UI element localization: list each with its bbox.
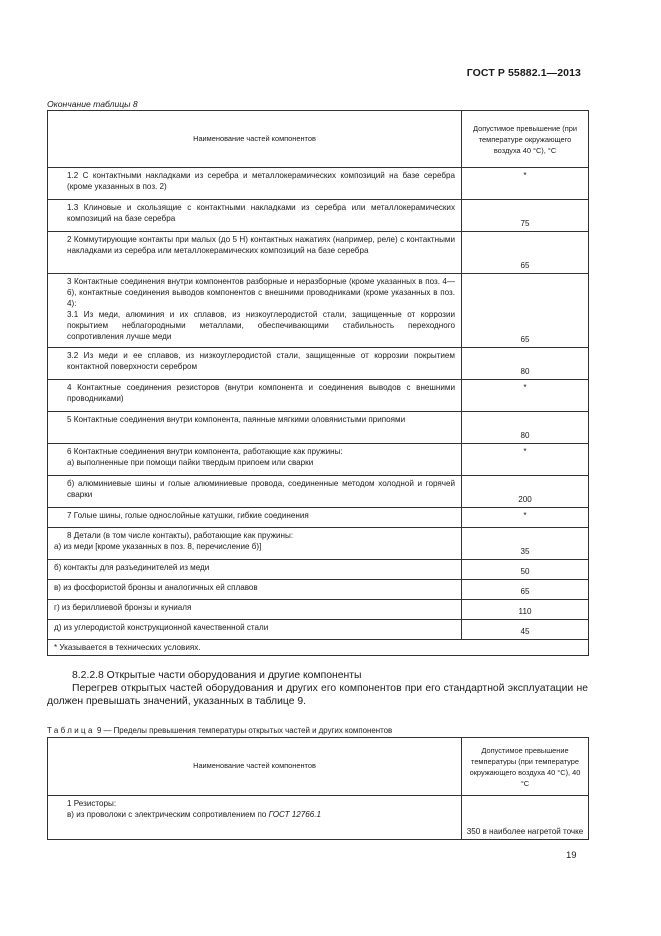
row-name: д) из углеродистой конструкционной качественной стали <box>48 620 462 640</box>
table-row <box>48 560 589 580</box>
row-name: 4 Контактные соединения резисторов (внутри компонента и соединения выводов с внешними проводниками) <box>48 380 462 412</box>
row-name: г) из бериллиевой бронзы и куниаля <box>48 600 462 620</box>
table8-footnote: * Указывается в технических условиях. <box>48 640 589 656</box>
row-value: 75 <box>462 200 589 232</box>
table9-caption <box>47 726 392 735</box>
table-row <box>48 168 589 200</box>
row-name: 1 Резисторы: в) из проволоки с электрическим сопротивлением по ГОСТ 12766.1 <box>48 796 462 840</box>
row-name: б) алюминиевые шины и голые алюминиевые провода, соединенные методом холодной и горячей сварки <box>48 476 462 508</box>
row-value: * <box>462 444 589 476</box>
table9-col1-header: Наименование частей компонентов <box>48 738 462 796</box>
table-row <box>48 620 589 640</box>
table-row <box>48 508 589 528</box>
table-row <box>48 476 589 508</box>
row-name: 1.3 Клиновые и скользящие с контактными накладками из серебра или металлокерамических композиций на базе серебра <box>48 200 462 232</box>
table9-caption-text: 9 — Пределы превышения температуры открытых частей и других компонентов <box>96 726 393 735</box>
row-name: 1.2 С контактными накладками из серебра и металлокерамических композиций на базе серебра (кроме указанных в поз. 2) <box>48 168 462 200</box>
table9-header-row <box>48 738 589 796</box>
table-row <box>48 600 589 620</box>
table9-col2-header: Допустимое превышение температуры (при температуре окружающего воздуха 40 °С), 40 °С <box>462 738 589 796</box>
table8-footnote-row <box>48 640 589 656</box>
table-row <box>48 444 589 476</box>
row-name: 3 Контактные соединения внутри компонентов разборные и неразборные (кроме указанных в поз. 4—6), контактные соединения выводов компонентов с внешними проводниками (кроме указанных в поз. 4): 3.1 Из меди, алюминия и их сплавов, из низкоуглеродистой стали, защищенные от коррозии покрытием неблагородными металлами, обеспечивающими стабильность переходного сопротивления лучше меди <box>48 274 462 348</box>
row-value: 45 <box>462 620 589 640</box>
table-row <box>48 232 589 274</box>
table-row <box>48 580 589 600</box>
table-9 <box>47 737 589 840</box>
row-name: 2 Коммутирующие контакты при малых (до 5 Н) контактных нажатиях (например, реле) с контактными накладками из серебра или металлокерамических композиций на базе серебра <box>48 232 462 274</box>
section-text: Перегрев открытых частей оборудования и других его компонентов при его стандартной эксплуатации не должен превышать значений, указанных в таблице 9. <box>47 683 588 707</box>
row-name: 3.2 Из меди и ее сплавов, из низкоуглеродистой стали, защищенные от коррозии покрытием контактной поверхности серебром <box>48 348 462 380</box>
row-value: 35 <box>462 528 589 560</box>
row-value: 80 <box>462 412 589 444</box>
table8-col2-header: Допустимое превышение (при температуре окружающего воздуха 40 °С), °С <box>462 111 589 168</box>
table8-header-row <box>48 111 589 168</box>
row-name: в) из фосфористой бронзы и аналогичных ей сплавов <box>48 580 462 600</box>
row-name: 6 Контактные соединения внутри компонента, работающие как пружины: а) выполненные при помощи пайки твердым припоем или сварки <box>48 444 462 476</box>
standard-number: ГОСТ Р 55882.1—2013 <box>466 67 581 79</box>
table-row <box>48 348 589 380</box>
page-number: 19 <box>566 850 577 861</box>
row-value: 350 в наиболее нагретой точке <box>462 796 589 840</box>
row-value: * <box>462 508 589 528</box>
table8-caption: Окончание таблицы 8 <box>47 99 138 109</box>
row-value: 65 <box>462 274 589 348</box>
row-value: 65 <box>462 232 589 274</box>
row-value: 65 <box>462 580 589 600</box>
row-value: 200 <box>462 476 589 508</box>
standard-reference: ГОСТ 12766.1 <box>268 809 322 819</box>
section-8-2-2-8 <box>47 669 588 708</box>
table-row <box>48 528 589 560</box>
row-name: 7 Голые шины, голые однослойные катушки, гибкие соединения <box>48 508 462 528</box>
table-8 <box>47 110 589 656</box>
table-row <box>48 796 589 840</box>
row-name: б) контакты для разъединителей из меди <box>48 560 462 580</box>
table-row <box>48 274 589 348</box>
row-name: 5 Контактные соединения внутри компонента, паянные мягкими оловянистыми припоями <box>48 412 462 444</box>
row-value: 80 <box>462 348 589 380</box>
table-row <box>48 412 589 444</box>
row-value: 50 <box>462 560 589 580</box>
table9-caption-label: Таблица <box>47 726 95 735</box>
row-value: * <box>462 168 589 200</box>
row-name: 8 Детали (в том числе контакты), работающие как пружины: а) из меди [кроме указанных в поз. 8, перечисление б)] <box>48 528 462 560</box>
section-title: 8.2.2.8 Открытые части оборудования и другие компоненты <box>72 670 362 681</box>
row-value: * <box>462 380 589 412</box>
table-row <box>48 380 589 412</box>
row-value: 110 <box>462 600 589 620</box>
table8-col1-header: Наименование частей компонентов <box>48 111 462 168</box>
table-row <box>48 200 589 232</box>
